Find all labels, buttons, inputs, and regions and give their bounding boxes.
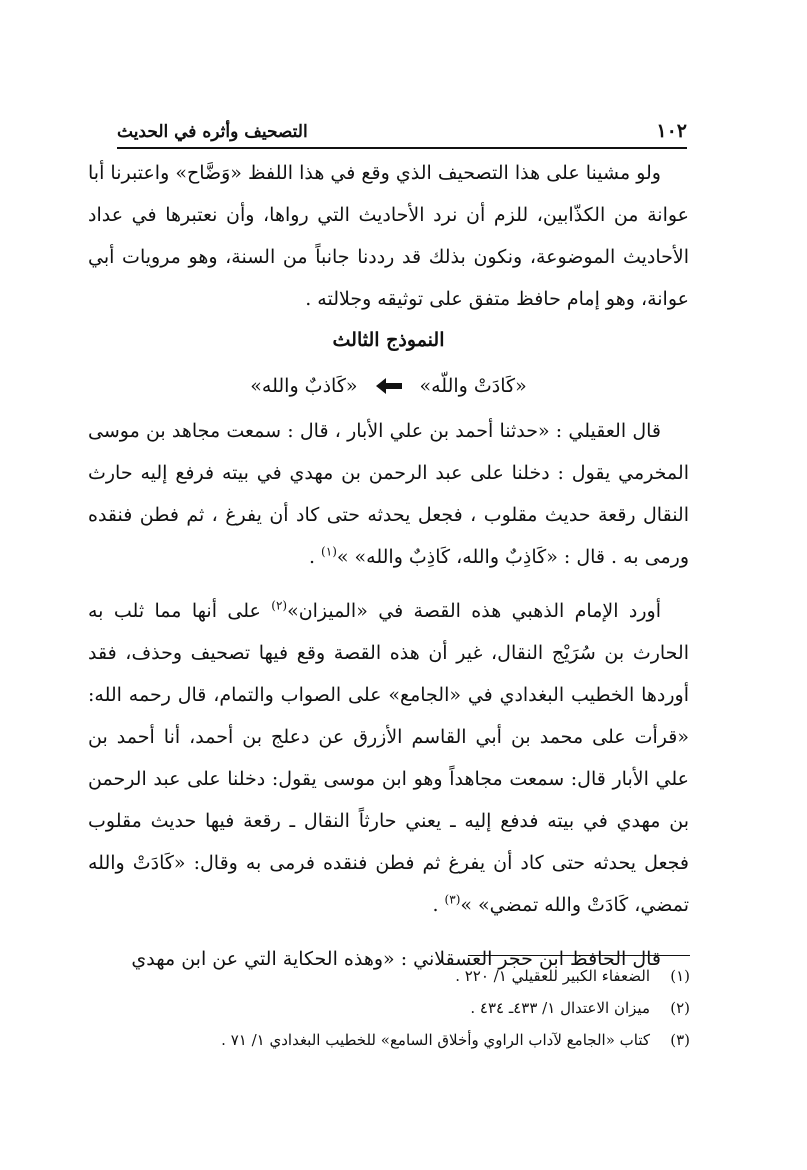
page-header <box>117 112 687 142</box>
footnote-ref-1: (١) <box>321 544 337 559</box>
arrow-left-icon <box>376 378 402 394</box>
footnote-rule <box>468 955 690 956</box>
paragraph-3-text-1: أورد الإمام الذهبي هذه القصة في «الميزان» <box>287 600 662 622</box>
paragraph-3-text-2: على أنها مما ثلب به الحارث بن سُرَيْج النقال، غير أن هذه القصة وقع فيها تصحيف وحذف، فقد أوردها الخطيب البغدادي في «الجامع» على الصواب والتمام، قال رحمه الله: «قرأت على محمد بن أبي القاسم الأزرق عن دعلج بن أحمد، أنا أحمد بن علي الأبار قال: سمعت مجاهداً وهو ابن موسى يقول: دخلنا على عبد الرحمن بن مهدي في بيته فدفع إليه ـ يعني حارثاً النقال ـ رقعة فيها حديث مقلوب فجعل يحدثه حتى كاد أن يفرغ ثم فطن فنقده فرمى به وقال: «كَادَتْ والله تمضي، كَادَتْ والله تمضي» » <box>88 600 689 916</box>
paragraph-2-end: . <box>308 546 322 568</box>
footnote-3 <box>150 1024 690 1056</box>
footnote-number: (٣) <box>670 1031 690 1049</box>
footnote-ref-3: (٣) <box>444 892 461 907</box>
correction-line <box>88 364 689 408</box>
paragraph-4: قال الحافظ ابن حجر العسقلاني : «وهذه الحكاية التي عن ابن مهدي <box>131 948 661 970</box>
paragraph-1: ولو مشينا على هذا التصحيف الذي وقع في هذا اللفظ «وَضَّاح» واعتبرنا أبا عوانة من الكذّابين، للزم أن نرد الأحاديث التي رواها، وأن نعتبرها في عداد الأحاديث الموضوعة، ونكون بذلك قد رددنا جانباً من السنة، وهو مرويات أبي عوانة، وهو إمام حافظ متفق على توثيقه وجلالته . <box>88 162 689 310</box>
footnotes <box>150 960 690 1056</box>
mistaken-form: «كَاذبٌ والله» <box>250 375 358 397</box>
footnote-text: كتاب «الجامع لآداب الراوي وأخلاق السامع» للخطيب البغدادي ١/ ٧١ . <box>221 1031 650 1049</box>
footnote-ref-2: (٢) <box>271 598 288 613</box>
footnote-number: (١) <box>670 967 690 985</box>
footnote-text: الضعفاء الكبير للعقيلي ١/ ٢٢٠ . <box>455 967 650 985</box>
paragraph-2 <box>88 410 689 578</box>
header-rule <box>117 147 687 149</box>
paragraph-2-text: قال العقيلي : «حدثنا أحمد بن علي الأبار ، قال : سمعت مجاهد بن موسى المخرمي يقول : دخلنا على عبد الرحمن بن مهدي في بيته فرفع إليه حارث النقال رقعة حديث مقلوب ، فجعل يحدثه حتى كاد أن يفرغ ، ثم فطن فنقده ورمى به . قال : «كَاذِبٌ والله، كَاذِبٌ والله» » <box>88 420 689 568</box>
page-number: ١٠٢ <box>656 120 687 142</box>
footnote-number: (٢) <box>670 999 690 1017</box>
footnote-2 <box>150 992 690 1024</box>
corrected-form: «كَادَتْ واللّه» <box>419 375 527 397</box>
paragraph-3 <box>88 590 689 926</box>
footnote-1 <box>150 960 690 992</box>
footnote-text: ميزان الاعتدال ١/ ٤٣٣ـ ٤٣٤ . <box>470 999 650 1017</box>
body-text <box>88 152 689 980</box>
paragraph-3-end: . <box>432 894 445 916</box>
running-title: التصحيف وأثره في الحديث <box>117 122 308 142</box>
section-heading: النموذج الثالث <box>332 329 445 351</box>
